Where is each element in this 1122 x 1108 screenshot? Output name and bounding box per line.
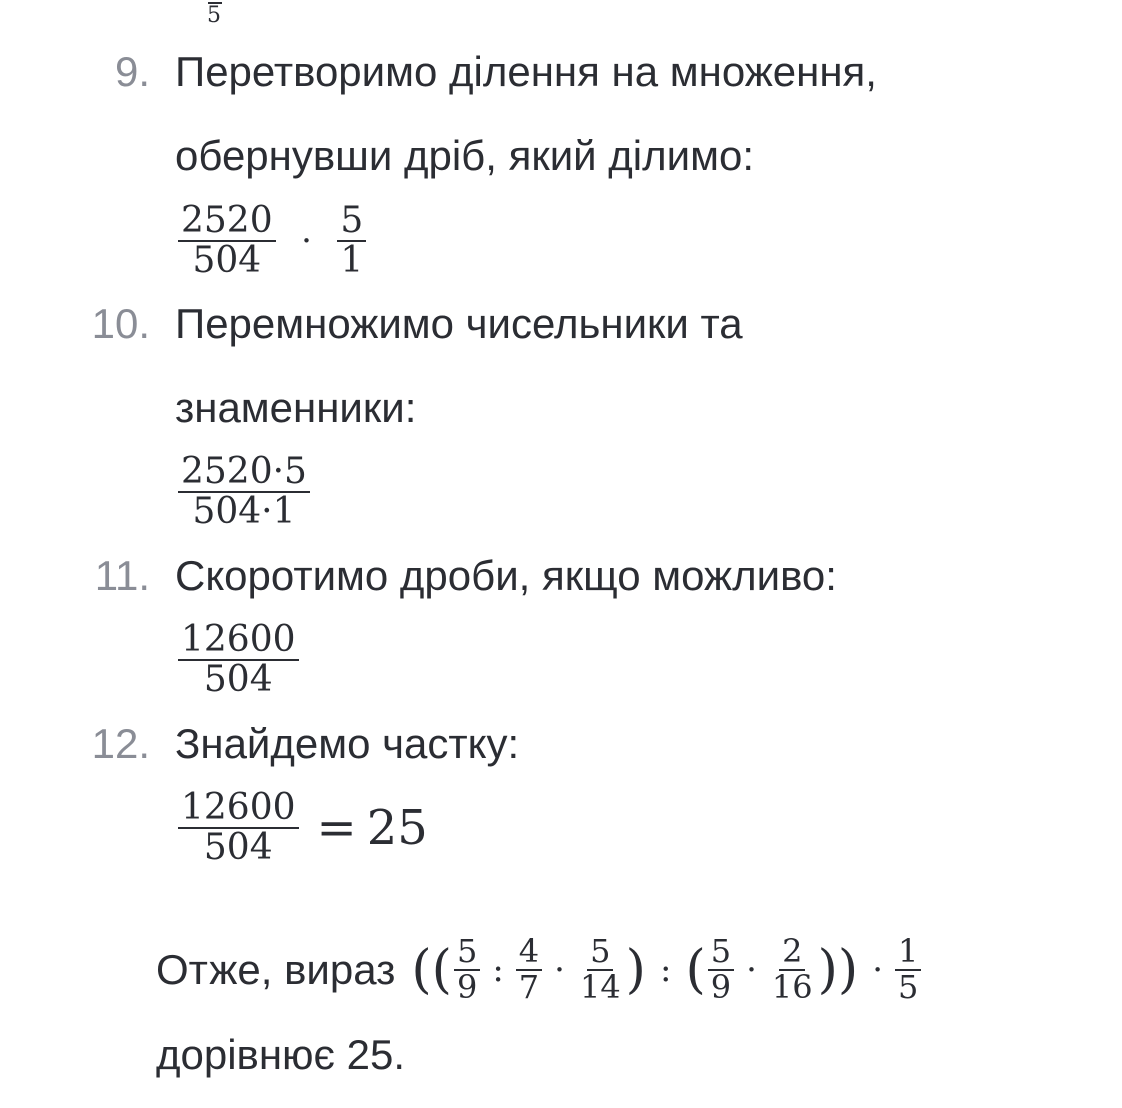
fraction <box>178 453 310 531</box>
step-10-math <box>178 453 310 531</box>
fraction <box>337 202 366 280</box>
cropped-fraction-denominator: 5 <box>207 3 221 28</box>
denominator: 9 <box>456 967 478 1006</box>
step-number-12: 12. <box>91 720 150 767</box>
numerator: 5 <box>454 935 480 971</box>
numerator: 5 <box>337 202 366 242</box>
step-number-9: 9. <box>114 48 150 95</box>
denominator: 9 <box>710 967 732 1006</box>
multiply-operator: · <box>301 220 312 261</box>
divide-operator: : <box>659 949 672 990</box>
conclusion-line-1 <box>156 932 921 1006</box>
fraction <box>178 202 276 280</box>
fraction <box>577 932 624 1006</box>
fraction <box>769 932 816 1006</box>
conclusion-line-2: дорівнює 25. <box>156 1031 406 1078</box>
numerator: 5 <box>708 935 734 971</box>
multiply-operator: · <box>554 949 565 990</box>
divide-operator: : <box>492 949 504 990</box>
fraction <box>895 932 921 1006</box>
numerator: 2 <box>779 935 805 971</box>
denominator: 5 <box>898 967 919 1006</box>
denominator: 1 <box>340 239 364 281</box>
step-10-text-line-1: Перемножимо чисельники та <box>175 300 743 347</box>
step-10-text-line-2: знаменники: <box>175 384 417 431</box>
equals-sign: = <box>316 799 357 856</box>
step-12-text: Знайдемо частку: <box>175 720 520 767</box>
numerator: 1 <box>895 935 921 971</box>
fraction <box>178 789 299 867</box>
numerator: 12600 <box>178 621 299 661</box>
result-value: 25 <box>366 799 428 856</box>
open-paren: ( <box>685 939 706 1000</box>
denominator: 16 <box>771 967 813 1006</box>
numerator: 12600 <box>178 789 299 829</box>
numerator: 4 <box>516 935 542 971</box>
step-9-math <box>178 202 366 280</box>
numerator: 5 <box>587 935 613 971</box>
denominator: 14 <box>579 967 621 1006</box>
fraction <box>516 932 542 1006</box>
step-number-11: 11. <box>94 552 150 599</box>
denominator: 504 <box>203 658 273 700</box>
close-parens: )) <box>817 939 859 1000</box>
step-11-math <box>178 621 299 699</box>
step-9-text-line-2: обернувши дріб, який ділимо: <box>175 132 754 179</box>
open-parens: (( <box>411 939 452 1000</box>
step-12-math <box>178 789 428 867</box>
numerator: 2520 <box>178 202 276 242</box>
conclusion-expression <box>409 932 921 1006</box>
denominator: 504·1 <box>192 490 296 532</box>
multiply-operator: · <box>872 949 884 990</box>
conclusion-prefix: Отже, вираз <box>156 945 396 993</box>
close-paren: ) <box>625 939 646 1000</box>
fraction <box>178 621 299 699</box>
step-11-text: Скоротимо дроби, якщо можливо: <box>175 552 837 599</box>
denominator: 504 <box>192 239 262 281</box>
denominator: 7 <box>518 967 540 1006</box>
denominator: 504 <box>203 826 273 868</box>
multiply-operator: · <box>746 949 757 990</box>
fraction <box>708 932 734 1006</box>
step-9-text-line-1: Перетворимо ділення на множення, <box>175 48 877 95</box>
fraction <box>454 932 480 1006</box>
numerator: 2520·5 <box>178 453 310 493</box>
step-number-10: 10. <box>91 300 150 347</box>
